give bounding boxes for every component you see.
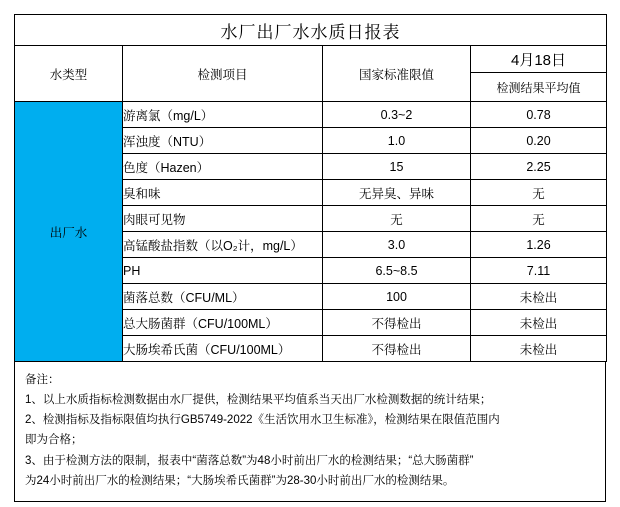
item-result: 7.11: [471, 258, 607, 284]
page-title: 水厂出厂水水质日报表: [15, 15, 607, 46]
note-line: 为24小时前出厂水的检测结果；“大肠埃希氏菌群”为28-30小时前出厂水的检测结果。: [25, 474, 455, 487]
item-limit: 无异臭、异味: [323, 180, 471, 206]
table-row: [15, 102, 607, 128]
header-date-subtitle: 检测结果平均值: [471, 73, 607, 102]
header-date: 4月18日: [471, 46, 607, 73]
note-line: 2、检测指标及指标限值均执行GB5749-2022《生活饮用水卫生标准》，检测结果在限值范围内: [25, 414, 500, 427]
header-water-type: 水类型: [15, 46, 123, 102]
item-result: 0.78: [471, 102, 607, 128]
item-label: PH: [123, 258, 323, 284]
item-limit: 3.0: [323, 232, 471, 258]
note-line: 1、以上水质指标检测数据由水厂提供，检测结果平均值系当天出厂水检测数据的统计结果；: [25, 394, 492, 407]
item-result: 未检出: [471, 336, 607, 362]
item-label: 菌落总数（CFU/ML）: [123, 284, 323, 310]
item-result: 2.25: [471, 154, 607, 180]
item-label: 游离氯（mg/L）: [123, 102, 323, 128]
item-label: 肉眼可见物: [123, 206, 323, 232]
item-result: 无: [471, 180, 607, 206]
item-limit: 0.3~2: [323, 102, 471, 128]
item-limit: 不得检出: [323, 310, 471, 336]
item-limit: 15: [323, 154, 471, 180]
item-result: 1.26: [471, 232, 607, 258]
item-result: 无: [471, 206, 607, 232]
header-national-limit: 国家标准限值: [323, 46, 471, 102]
item-label: 色度（Hazen）: [123, 154, 323, 180]
item-limit: 100: [323, 284, 471, 310]
item-label: 浑浊度（NTU）: [123, 128, 323, 154]
notes-section: [14, 362, 606, 502]
table-header-row-1: [15, 46, 607, 73]
item-result: 0.20: [471, 128, 607, 154]
item-result: 未检出: [471, 284, 607, 310]
item-label: 臭和味: [123, 180, 323, 206]
notes-label: 备注：: [25, 374, 60, 386]
item-limit: 1.0: [323, 128, 471, 154]
note-line: 即为合格；: [25, 434, 83, 447]
item-label: 总大肠菌群（CFU/100ML）: [123, 310, 323, 336]
item-result: 未检出: [471, 310, 607, 336]
water-type-cell: 出厂水: [15, 102, 123, 362]
item-limit: 无: [323, 206, 471, 232]
note-line: 3、由于检测方法的限制，报表中“菌落总数”为48小时前出厂水的检测结果；“总大肠菌群”: [25, 454, 474, 467]
water-quality-table: [14, 14, 607, 362]
header-test-item: 检测项目: [123, 46, 323, 102]
item-label: 大肠埃希氏菌（CFU/100ML）: [123, 336, 323, 362]
table-title-row: [15, 15, 607, 46]
item-limit: 不得检出: [323, 336, 471, 362]
item-limit: 6.5~8.5: [323, 258, 471, 284]
item-label: 高锰酸盐指数（以O₂计，mg/L）: [123, 232, 323, 258]
